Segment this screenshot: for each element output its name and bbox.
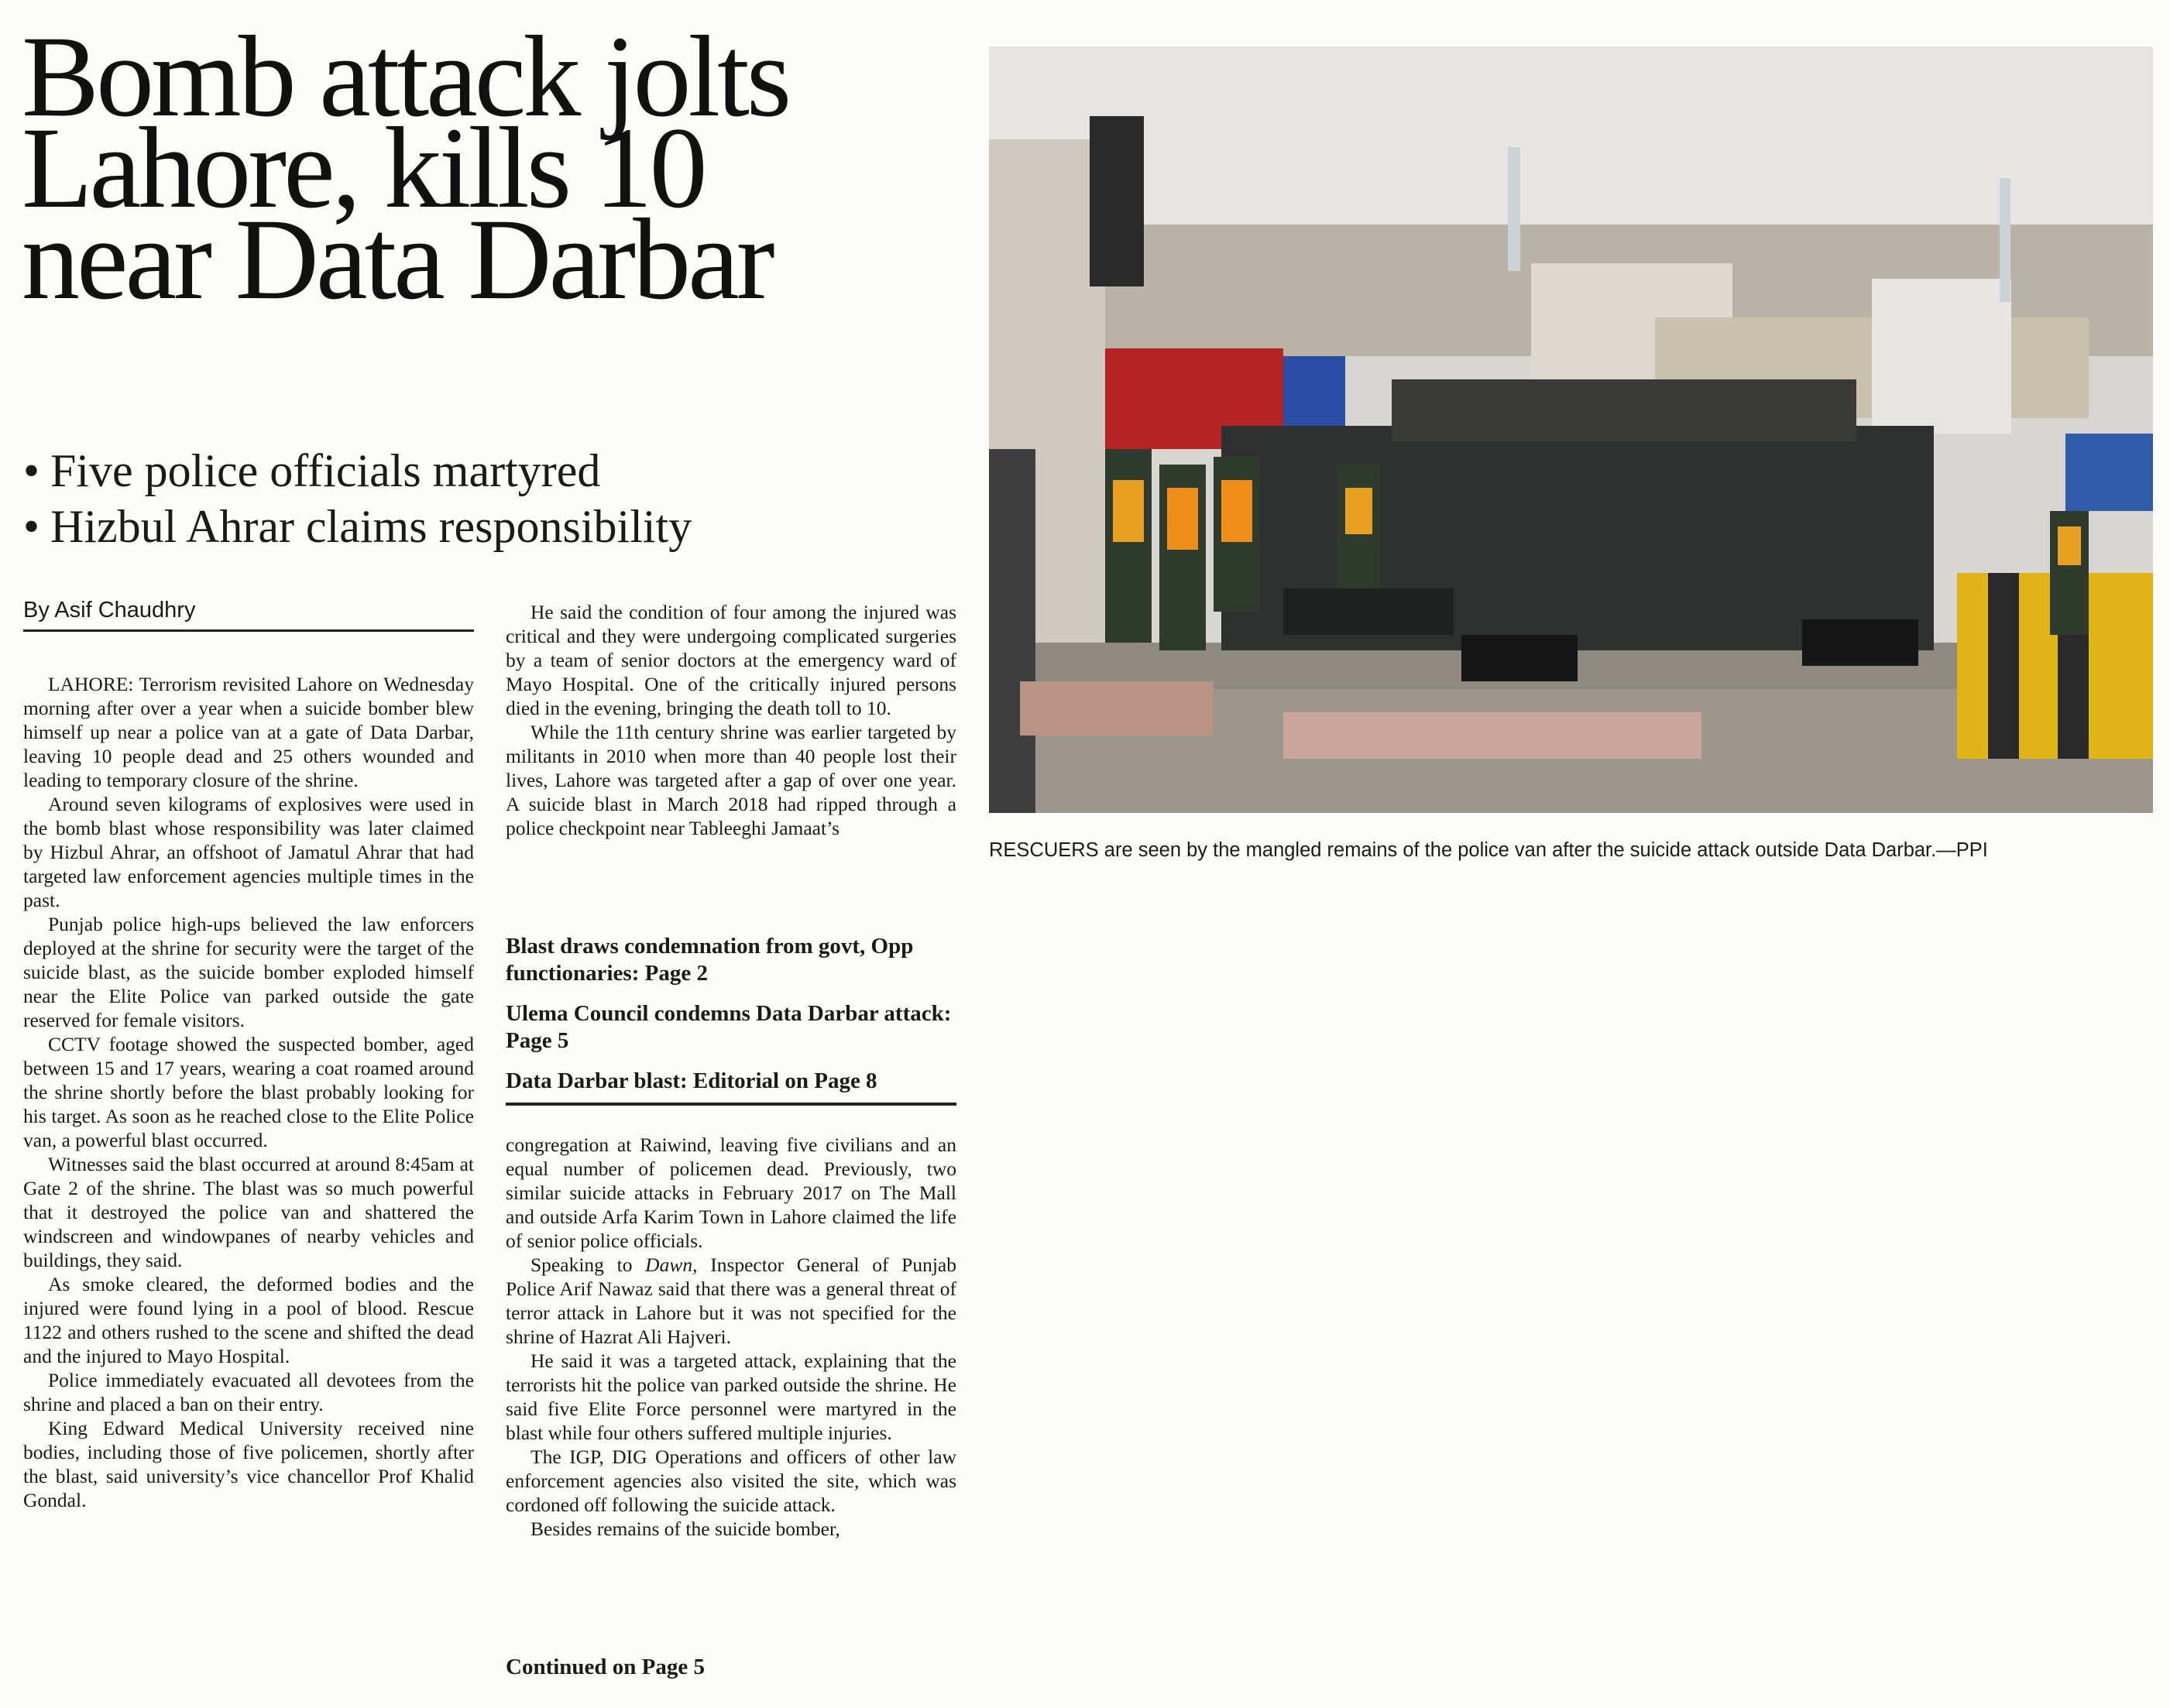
- article-column-1: [23, 672, 474, 1512]
- photo-illustration: [989, 46, 2153, 813]
- deck-bullet: • Hizbul Ahrar claims responsibility: [23, 499, 953, 554]
- paragraph: He said it was a targeted attack, explaining that the terrorists hit the police van parked outside the shrine. He said five Elite Force personnel were martyred in the blast while four others suffered multiple injuries.: [506, 1350, 956, 1444]
- article-column-2-bottom: [506, 1133, 956, 1541]
- photo-caption: RESCUERS are seen by the mangled remains of the police van after the suicide attack outside Data Darbar.—PPI: [989, 839, 1988, 861]
- article-column-2-top: [506, 600, 956, 840]
- paragraph: While the 11th century shrine was earlier targeted by militants in 2010 when more than 40 people lost their lives, Lahore was targeted after a gap of over one year. A suicide blast in March 2018 had ripped through a police checkpoint near Tableeghi Jamaat’s: [506, 721, 956, 839]
- paragraph: The IGP, DIG Operations and officers of other law enforcement agencies also visited the site, which was cordoned off following the suicide attack.: [506, 1446, 956, 1516]
- continued-jump-link[interactable]: Continued on Page 5: [506, 1655, 706, 1679]
- paragraph: As smoke cleared, the deformed bodies and the injured were found lying in a pool of blood. Rescue 1122 and others rushed to the scene and shifted the dead and the injured to Mayo Hospital.: [23, 1273, 474, 1367]
- headline-line: Bomb attack jolts: [22, 12, 789, 141]
- paragraph-text: Speaking to: [530, 1254, 646, 1276]
- paragraph: King Edward Medical University received nine bodies, including those of five policemen, shortly after the blast, said university’s vice chancellor Prof Khalid Gondal.: [23, 1417, 474, 1511]
- byline: By Asif Chaudhry: [23, 597, 474, 632]
- paragraph: congregation at Raiwind, leaving five civilians and an equal number of policemen dead. Previously, two similar suicide attacks in February 2017 on The Mall and outside Arfa Karim Town in Lahore claimed the life of senior police officials.: [506, 1134, 956, 1252]
- paragraph: CCTV footage showed the suspected bomber, aged between 15 and 17 years, wearing a coat roamed around the shrine shortly before the blast probably looking for his target. As soon as he reached close to the Elite Police van, a powerful blast occurred.: [23, 1033, 474, 1151]
- headline: [22, 12, 951, 324]
- related-story-link[interactable]: Data Darbar blast: Editorial on Page 8: [506, 1068, 877, 1093]
- paragraph-text: , Inspector General of Punjab Police Arif Nawaz said that there was a general threat of terror attack in Lahore but it was not specified for the shrine of Hazrat Ali Hajveri.: [506, 1254, 956, 1348]
- paragraph: Besides remains of the suicide bomber,: [530, 1518, 840, 1540]
- paragraph: Punjab police high-ups believed the law enforcers deployed at the shrine for security were the target of the suicide blast, as the suicide bomber exploded himself near the Elite Police van parked outside the gate reserved for female visitors.: [23, 913, 474, 1031]
- deck-bullet: • Five police officials martyred: [23, 443, 953, 499]
- paragraph: LAHORE: Terrorism revisited Lahore on Wednesday morning after over a year when a suicide bomber blew himself up near a police van at a gate of Data Darbar, leaving 10 people dead and 25 others wounded and leading to temporary closure of the shrine.: [23, 673, 474, 791]
- related-stories-box: [506, 933, 956, 1106]
- publication-name: Dawn: [645, 1254, 693, 1276]
- paragraph: He said the condition of four among the injured was critical and they were undergoing complicated surgeries by a team of senior doctors at the emergency ward of Mayo Hospital. One of the critically injured persons died in the evening, bringing the death toll to 10.: [506, 601, 956, 719]
- paragraph: Police immediately evacuated all devotees from the shrine and placed a ban on their entry.: [23, 1369, 474, 1415]
- related-story-link[interactable]: Ulema Council condemns Data Darbar attack: Page 5: [506, 1001, 952, 1053]
- related-story-link[interactable]: Blast draws condemnation from govt, Opp functionaries: Page 2: [506, 934, 914, 986]
- headline-line: near Data Darbar: [22, 195, 772, 324]
- paragraph: Around seven kilograms of explosives were used in the bomb blast whose responsibility was later claimed by Hizbul Ahrar, an offshoot of Jamatul Ahrar that had targeted law enforcement agencies multiple times in the past.: [23, 793, 474, 911]
- deck-bullets: [23, 443, 953, 554]
- paragraph: [506, 1253, 956, 1349]
- paragraph: Witnesses said the blast occurred at around 8:45am at Gate 2 of the shrine. The blast was so much powerful that it destroyed the police van and shattered the windscreen and windowpanes of nearby vehicles and buildings, they said.: [23, 1153, 474, 1271]
- headline-line: Lahore, kills 10: [22, 104, 705, 232]
- news-photo: [989, 46, 2153, 813]
